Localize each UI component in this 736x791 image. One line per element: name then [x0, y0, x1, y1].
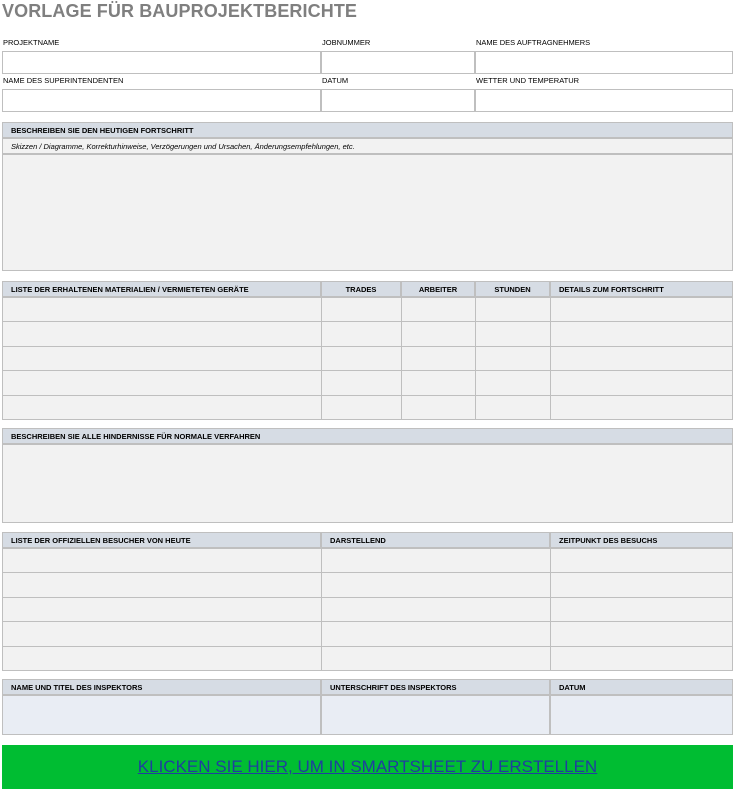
visitors-col-zeitpunkt: ZEITPUNKT DES BESUCHS [550, 532, 733, 548]
visitors-table-cell[interactable] [2, 646, 322, 671]
progress-textarea[interactable] [2, 154, 733, 271]
visitors-table-cell[interactable] [550, 621, 733, 646]
label-superintendent: NAME DES SUPERINTENDENTEN [3, 76, 124, 85]
materials-table-cell[interactable] [475, 346, 551, 371]
materials-table-cell[interactable] [401, 297, 476, 322]
materials-table-cell[interactable] [401, 346, 476, 371]
inspector-col-signature: UNTERSCHRIFT DES INSPEKTORS [321, 679, 550, 695]
visitors-table-cell[interactable] [550, 572, 733, 597]
materials-table-cell[interactable] [321, 346, 402, 371]
label-projektname: PROJEKTNAME [3, 38, 60, 47]
visitors-table-cell[interactable] [321, 621, 551, 646]
materials-table-cell[interactable] [475, 297, 551, 322]
materials-table-cell[interactable] [2, 321, 322, 346]
visitors-table-cell[interactable] [2, 597, 322, 622]
materials-table-cell[interactable] [550, 297, 733, 322]
materials-table-cell[interactable] [321, 297, 402, 322]
visitors-table-cell[interactable] [550, 548, 733, 573]
visitors-col-list: LISTE DER OFFIZIELLEN BESUCHER VON HEUTE [2, 532, 321, 548]
materials-col-arbeiter: ARBEITER [401, 281, 475, 297]
inspector-col-name: NAME UND TITEL DES INSPEKTORS [2, 679, 321, 695]
label-auftragnehmer: NAME DES AUFTRAGNEHMERS [476, 38, 591, 47]
visitors-table-cell[interactable] [2, 572, 322, 597]
visitors-table-cell[interactable] [2, 621, 322, 646]
materials-col-trades: TRADES [321, 281, 401, 297]
materials-table-cell[interactable] [475, 321, 551, 346]
page-title: VORLAGE FÜR BAUPROJEKTBERICHTE [2, 1, 358, 21]
obstacles-header: BESCHREIBEN SIE ALLE HINDERNISSE FÜR NORMALE VERFAHREN [2, 428, 733, 444]
materials-table-cell[interactable] [401, 321, 476, 346]
materials-col-details: DETAILS ZUM FORTSCHRITT [550, 281, 733, 297]
jobnummer-field[interactable] [321, 51, 475, 74]
materials-table-cell[interactable] [321, 321, 402, 346]
smartsheet-cta-banner[interactable] [2, 745, 733, 789]
visitors-col-darstellend: DARSTELLEND [321, 532, 550, 548]
materials-table-cell[interactable] [321, 370, 402, 395]
materials-table-cell[interactable] [550, 395, 733, 420]
materials-table-cell[interactable] [2, 346, 322, 371]
datum-field[interactable] [321, 89, 475, 112]
materials-col-list: LISTE DER ERHALTENEN MATERIALIEN / VERMIETETEN GERÄTE [2, 281, 321, 297]
visitors-table-cell[interactable] [321, 597, 551, 622]
visitors-table-cell[interactable] [550, 597, 733, 622]
materials-table-cell[interactable] [550, 346, 733, 371]
progress-header: BESCHREIBEN SIE DEN HEUTIGEN FORTSCHRITT [2, 122, 733, 138]
superintendent-field[interactable] [2, 89, 321, 112]
materials-table-cell[interactable] [401, 395, 476, 420]
materials-col-stunden: STUNDEN [475, 281, 550, 297]
materials-table-cell[interactable] [2, 297, 322, 322]
visitors-table-cell[interactable] [321, 548, 551, 573]
inspector-datum-field[interactable] [550, 695, 733, 735]
visitors-table-cell[interactable] [550, 646, 733, 671]
label-jobnummer: JOBNUMMER [322, 38, 371, 47]
materials-table-cell[interactable] [475, 395, 551, 420]
inspector-col-datum: DATUM [550, 679, 733, 695]
visitors-table-cell[interactable] [321, 572, 551, 597]
projektname-field[interactable] [2, 51, 321, 74]
label-wetter: WETTER UND TEMPERATUR [476, 76, 580, 85]
materials-table-cell[interactable] [550, 321, 733, 346]
inspector-signature-field[interactable] [321, 695, 550, 735]
obstacles-textarea[interactable] [2, 444, 733, 523]
materials-table-cell[interactable] [321, 395, 402, 420]
smartsheet-cta-link[interactable]: KLICKEN SIE HIER, UM IN SMARTSHEET ZU ERSTELLEN [137, 757, 598, 776]
inspector-name-field[interactable] [2, 695, 321, 735]
label-datum: DATUM [322, 76, 349, 85]
materials-table-cell[interactable] [2, 370, 322, 395]
materials-table-cell[interactable] [475, 370, 551, 395]
wetter-field[interactable] [475, 89, 733, 112]
auftragnehmer-field[interactable] [475, 51, 733, 74]
progress-hint: Skizzen / Diagramme, Korrekturhinweise, Verzögerungen und Ursachen, Änderungsempfehlungen, etc. [2, 138, 733, 154]
visitors-table-cell[interactable] [321, 646, 551, 671]
visitors-table-cell[interactable] [2, 548, 322, 573]
materials-table-cell[interactable] [550, 370, 733, 395]
materials-table-cell[interactable] [2, 395, 322, 420]
materials-table-cell[interactable] [401, 370, 476, 395]
